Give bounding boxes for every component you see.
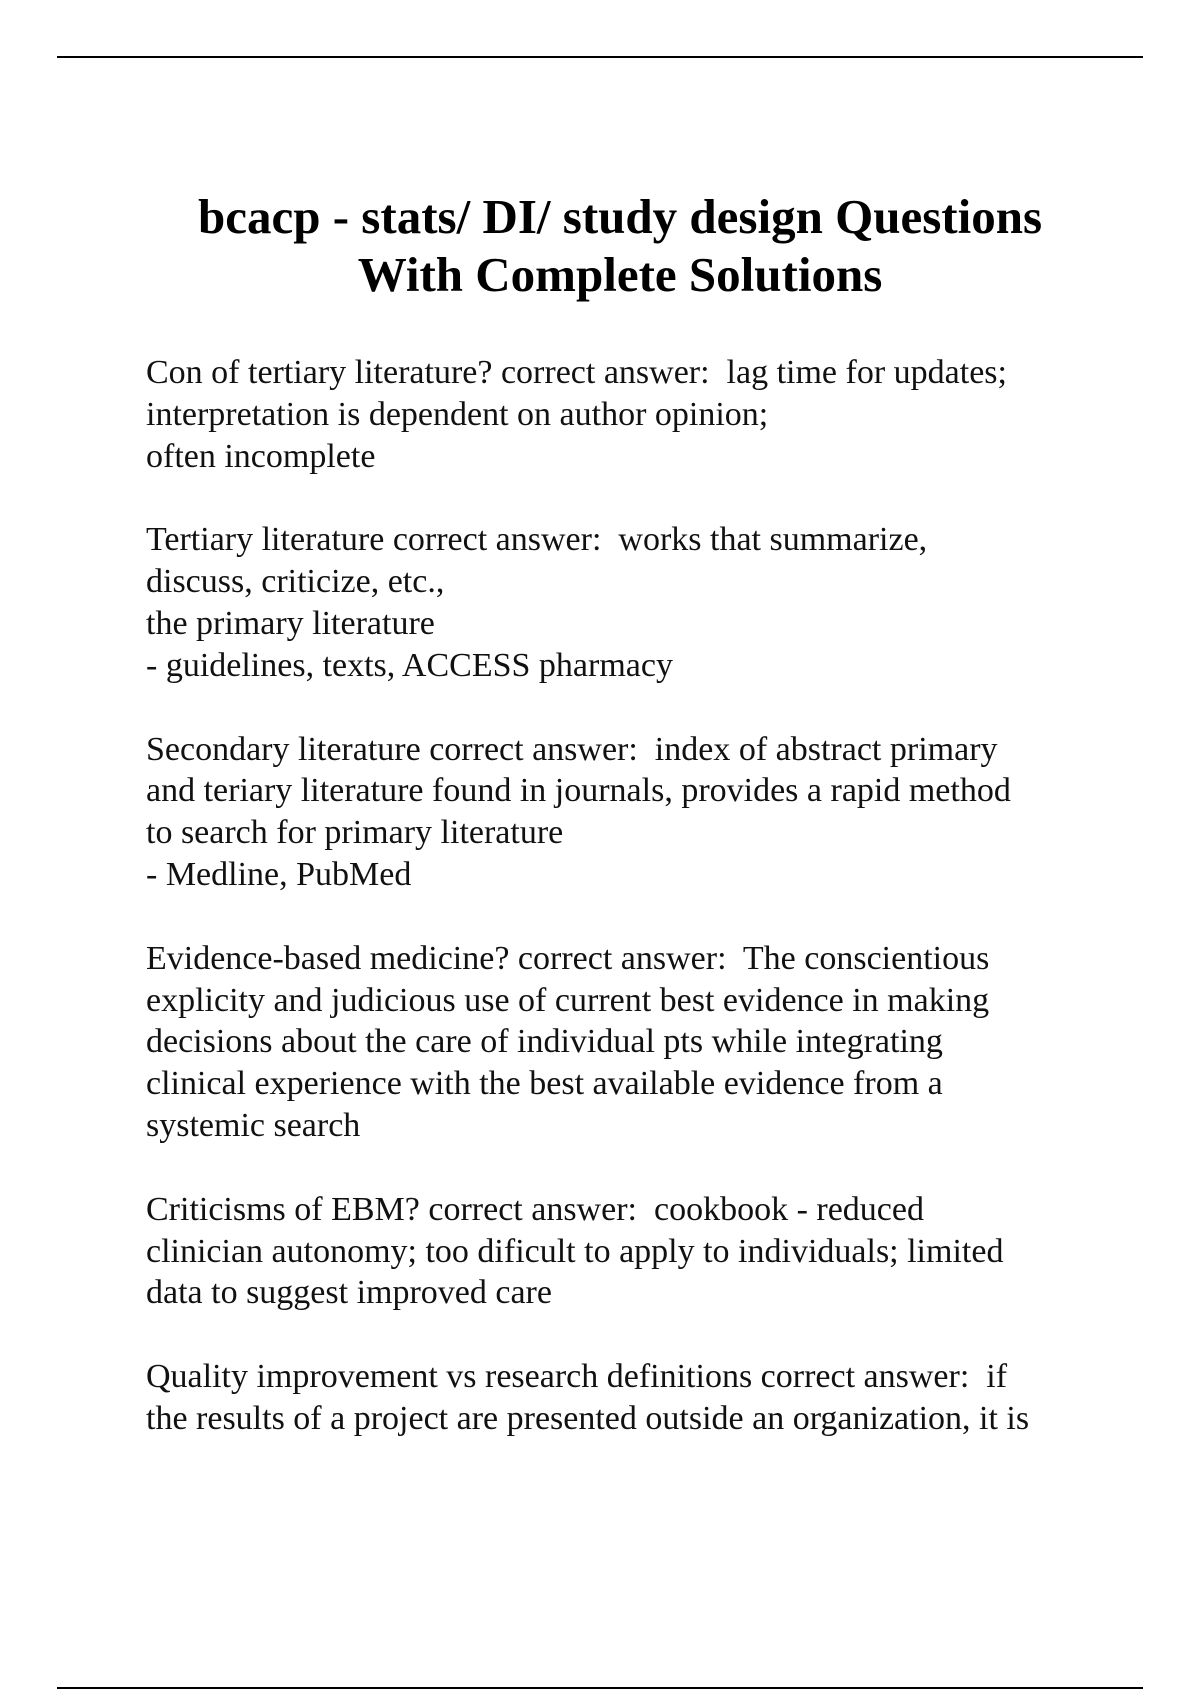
qa-line: Quality improvement vs research definitions correct answer: if (146, 1358, 1008, 1396)
qa-line: data to suggest improved care (146, 1274, 552, 1312)
qa-line: Secondary literature correct answer: index of abstract primary (146, 730, 998, 768)
qa-entry (146, 1189, 1146, 1314)
qa-line: the primary literature (146, 604, 435, 642)
qa-line: - Medline, PubMed (146, 855, 412, 893)
qa-line: systemic search (146, 1106, 361, 1144)
title-line: With Complete Solutions (357, 247, 883, 302)
qa-line: to search for primary literature (146, 814, 564, 852)
qa-line: Con of tertiary literature? correct answer: lag time for updates; (146, 354, 1007, 391)
qa-line: - guidelines, texts, ACCESS pharmacy (146, 646, 673, 684)
top-rule (57, 56, 1143, 58)
qa-line: interpretation is dependent on author opinion; (146, 395, 769, 433)
qa-entry (146, 519, 1146, 686)
qa-line: the results of a project are presented outside an organization, it is (146, 1399, 1030, 1437)
qa-line: discuss, criticize, etc., (146, 563, 445, 601)
qa-entry (146, 1356, 1146, 1440)
qa-line: often incomplete (146, 437, 376, 475)
qa-line: Tertiary literature correct answer: works that summarize, (146, 521, 928, 559)
qa-line: decisions about the care of individual pts while integrating (146, 1023, 943, 1061)
qa-line: explicity and judicious use of current best evidence in making (146, 981, 990, 1019)
title-line: bcacp - stats/ DI/ study design Questions (197, 189, 1043, 244)
bottom-rule (57, 1687, 1143, 1689)
qa-list (146, 352, 1146, 1482)
qa-line: clinical experience with the best available evidence from a (146, 1065, 943, 1103)
qa-entry (146, 729, 1146, 896)
qa-entry (146, 938, 1146, 1147)
qa-line: Evidence-based medicine? correct answer: The conscientious (146, 939, 990, 977)
qa-line: and teriary literature found in journals, provides a rapid method (146, 772, 1011, 810)
document-title (100, 188, 1140, 304)
qa-line: clinician autonomy; too dificult to apply to individuals; limited (146, 1232, 1004, 1270)
qa-line: Criticisms of EBM? correct answer: cookbook - reduced (146, 1190, 924, 1228)
qa-entry (146, 352, 1146, 477)
